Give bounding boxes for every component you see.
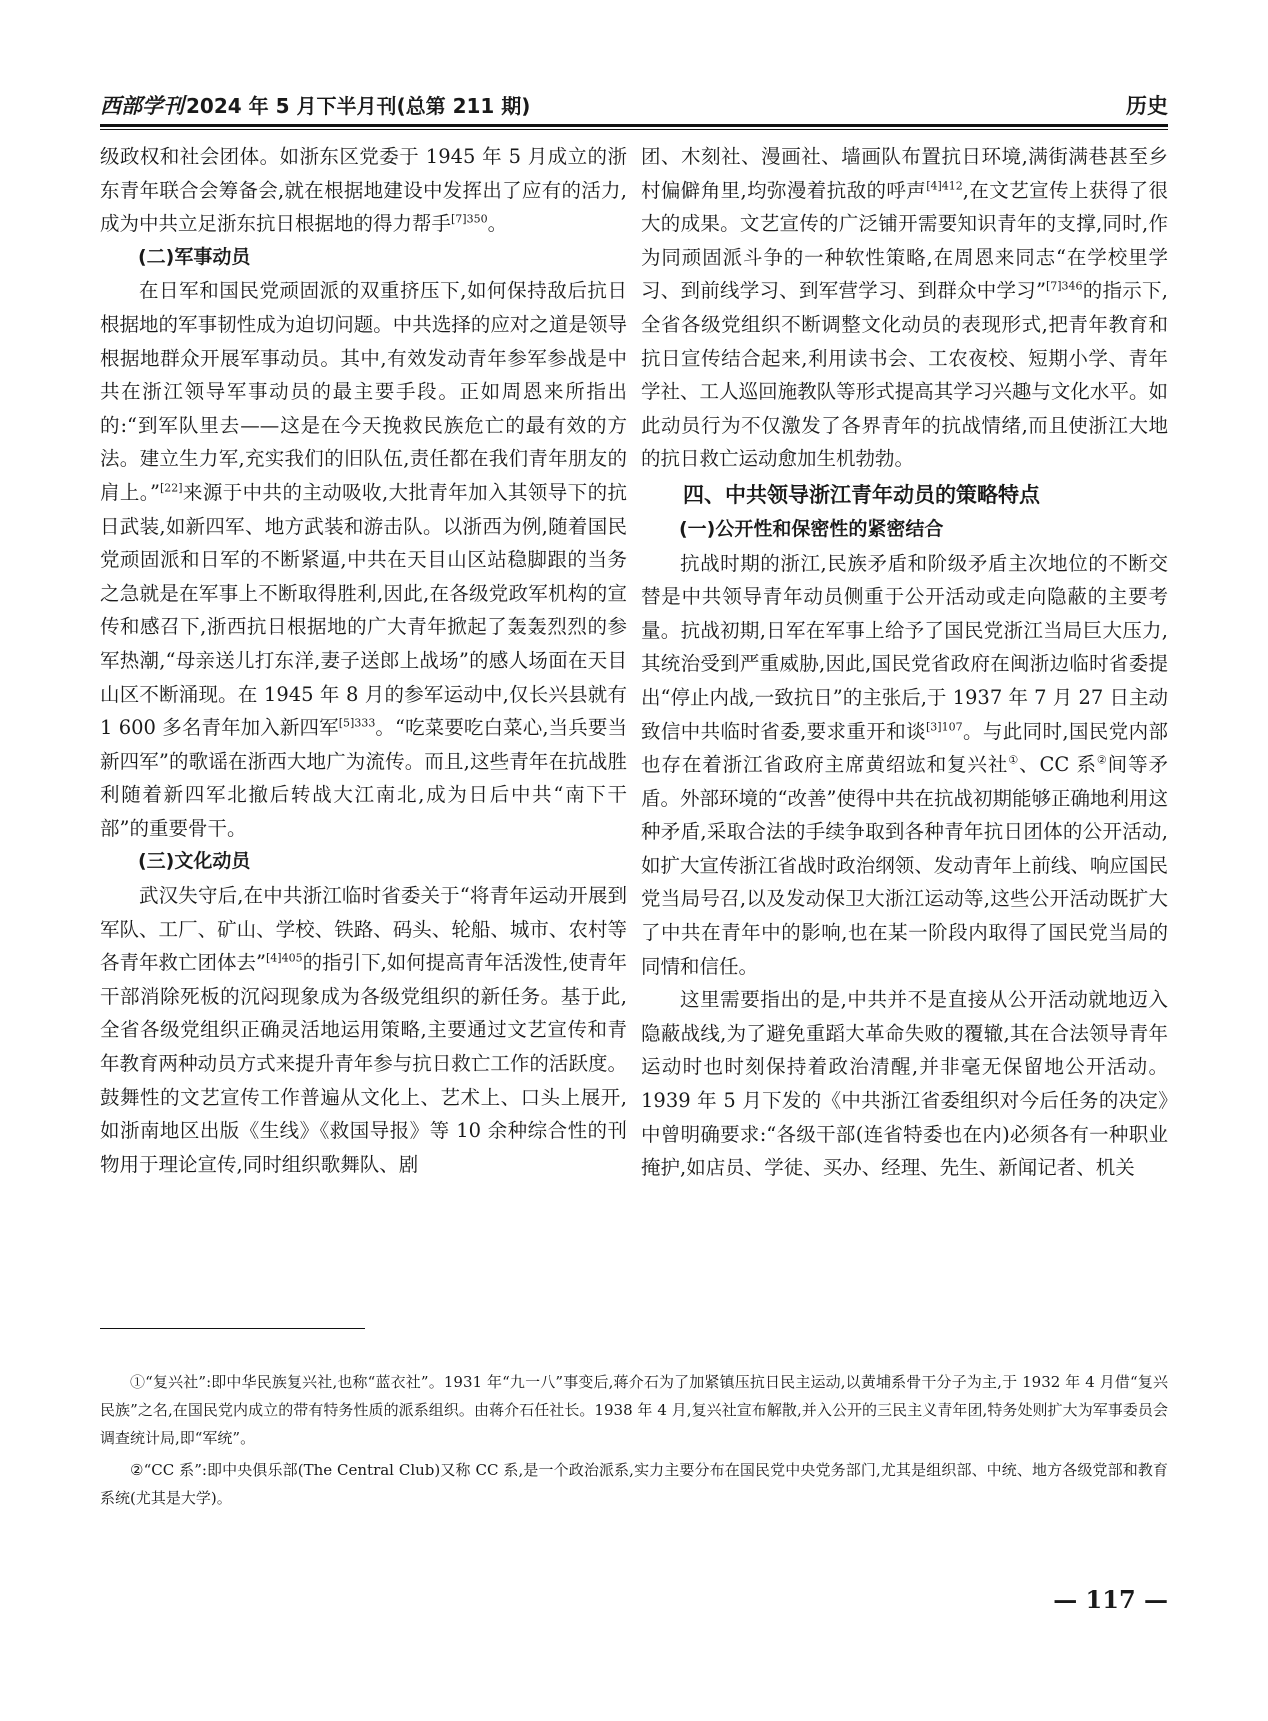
paragraph-text: 武汉失守后,在中共浙江临时省委关于“将青年运动开展到军队、工厂、矿山、学校、铁路、码头、轮船、城市、农村等各青年救亡团体去” — [100, 884, 627, 975]
paragraph — [100, 274, 627, 845]
footnote-rule — [100, 1328, 365, 1329]
subheading-culture: (三)文化动员 — [138, 850, 251, 873]
paragraph-text: 。 — [487, 212, 508, 236]
paragraph-text: 。与此同时,国民党内部也存在着浙江省政府主席黄绍竑和复兴社 — [641, 719, 1168, 777]
paragraph-text: 的指示下,全省各级党组织不断调整文化动员的表现形式,把青年教育和抗日宣传结合起来,利用读书会、工农夜校、短期小学、青年学社、工人巡回施教队等形式提高其学习兴趣与文化水平。如此动员行为不仅激发了各界青年的抗战情绪,而且使浙江大地的抗日救亡运动愈加生机勃勃。 — [641, 279, 1168, 471]
paragraph: 这里需要指出的是,中共并不是直接从公开活动就地迈入隐蔽战线,为了避免重蹈大革命失败的覆辙,其在合法领导青年运动时也时刻保持着政治清醒,并非毫无保留地公开活动。1939 年 5 月下发的《中共浙江省委组织对今后任务的决定》中曾明确要求:“各级干部(连省特委也在内)必须各有一种职业掩护,如店员、学徒、买办、经理、先生、新闻记者、机关 — [641, 988, 1168, 1180]
citation: [4]412 — [926, 179, 963, 193]
running-header — [100, 88, 1168, 120]
citation: [7]346 — [1045, 279, 1083, 293]
paragraph-text: 级政权和社会团体。如浙东区党委于 1945 年 5 月成立的浙东青年联合会筹备会,就在根据地建设中发挥出了应有的活力,成为中共立足浙东抗日根据地的得力帮手 — [100, 145, 627, 236]
footnote-ref[interactable]: ② — [1096, 753, 1108, 767]
paragraph-text: 团、木刻社、漫画社、墙画队布置抗日环境,满街满巷甚至乡村偏僻角里,均弥漫着抗敌的呼声 — [641, 145, 1168, 202]
subheading-military: (二)军事动员 — [138, 245, 251, 268]
page-number: — 117 — — [1053, 1585, 1168, 1614]
paragraph-text: 在日军和国民党顽固派的双重挤压下,如何保持敌后抗日根据地的军事韧性成为迫切问题。中共选择的应对之道是领导根据地群众开展军事动员。其中,有效发动青年参军参战是中共在浙江领导军事动员的最主要手段。正如周恩来所指出的:“到军队里去——这是在今天挽救民族危亡的最有效的方法。建立生力军,充实我们的旧队伍,责任都在我们青年朋友的肩上。” — [100, 279, 627, 504]
paragraph — [641, 140, 1168, 476]
paragraph-text: ,在文艺宣传上获得了很大的成果。文艺宣传的广泛铺开需要知识青年的支撑,同时,作为同顽固派斗争的一种软性策略,在周恩来同志“在学校里学习、到前线学习、到军营学习、到群众中学习” — [641, 178, 1169, 303]
paragraph-text: 抗战时期的浙江,民族矛盾和阶级矛盾主次地位的不断交替是中共领导青年动员侧重于公开活动或走向隐蔽的主要考量。抗战初期,日军在军事上给予了国民党浙江当局巨大压力,其统治受到严重威胁,因此,国民党省政府在闽浙边临时省委提出“停止内战,一致抗日”的主张后,于 1937 年 7 月 27 日主动致信中共临时省委,要求重开和谈 — [641, 551, 1168, 743]
paragraph-text: 来源于中共的主动吸收,大批青年加入其领导下的抗日武装,如新四军、地方武装和游击队。以浙西为例,随着国民党顽固派和日军的不断紧逼,中共在天目山区站稳脚跟的当务之急就是在军事上不断取得胜利,因此,在各级党政军机构的宣传和感召下,浙西抗日根据地的广大青年掀起了轰轰烈烈的参军热潮,“母亲送儿打东洋,妻子送郎上战场”的感人场面在天目山区不断涌现。在 1945 年 8 月的参军运动中,仅长兴县就有 1 600 多名青年加入新四军 — [100, 480, 627, 740]
right-column — [641, 140, 1168, 1185]
left-column — [100, 140, 627, 1181]
footnote-2: ②“CC 系”:即中央俱乐部(The Central Club)又称 CC 系,是一个政治派系,实力主要分布在国民党中央党务部门,尤其是组织部、中统、地方各级党部和教育系统(尤其是大学)。 — [100, 1461, 1168, 1507]
footnote-1: ①“复兴社”:即中华民族复兴社,也称“蓝衣社”。1931 年“九一八”事变后,蒋介石为了加紧镇压抗日民主运动,以黄埔系骨干分子为主,于 1932 年 4 月借“复兴民族”之名,在国民党内成立的带有特务性质的派系组织。由蒋介石任社长。1938 年 4 月,复兴社宣布解散,并入公开的三民主义青年团,特务处则扩大为军事委员会调查统计局,即“军统”。 — [100, 1373, 1168, 1447]
paragraph-text: 间等矛盾。外部环境的“改善”使得中共在抗战初期能够正确地利用这种矛盾,采取合法的手续争取到各种青年抗日团体的公开活动,如扩大宣传浙江省战时政治纲领、发动青年上前线、响应国民党当局号召,以及发动保卫大浙江运动等,这些公开活动既扩大了中共在青年中的影响,也在某一阶段内取得了国民党当局的同情和信任。 — [641, 753, 1168, 978]
paragraph-text: 。“吃菜要吃白菜心,当兵要当新四军”的歌谣在浙西大地广为流传。而且,这些青年在抗战胜利随着新四军北撤后转战大江南北,成为日后中共“南下干部”的重要骨干。 — [100, 716, 628, 840]
footnotes — [100, 1368, 1168, 1516]
section-heading-4: 四、中共领导浙江青年动员的策略特点 — [683, 482, 1040, 507]
citation: [5]333 — [338, 716, 376, 730]
citation: [7]350 — [451, 212, 488, 226]
citation: [4]405 — [265, 951, 303, 965]
paragraph — [100, 879, 627, 1181]
subheading-open-secret: (一)公开性和保密性的紧密结合 — [679, 517, 944, 540]
issue-label: 2024 年 5 月下半月刊(总第 211 期) — [186, 94, 531, 118]
header-issue-line — [100, 90, 530, 120]
header-rule — [100, 124, 1168, 130]
paragraph-text: 的指引下,如何提高青年活泼性,使青年干部消除死板的沉闷现象成为各级党组织的新任务。基于此,全省各级党组织正确灵活地运用策略,主要通过文艺宣传和青年教育两种动员方式来提升青年参与抗日救亡工作的活跃度。鼓舞性的文艺宣传工作普遍从文化上、艺术上、口头上展开,如浙南地区出版《生线》《救国导报》等 10 余种综合性的刊物用于理论宣传,同时组织歌舞队、剧 — [100, 951, 627, 1176]
journal-logo: 西部学刊 — [100, 93, 184, 118]
citation: [22] — [159, 481, 183, 495]
paragraph — [100, 140, 627, 241]
paragraph-text: 、CC 系 — [1019, 753, 1097, 777]
section-label: 历史 — [1126, 94, 1168, 118]
citation: [3]107 — [925, 720, 963, 733]
footnote-ref[interactable]: ① — [1008, 753, 1020, 767]
paragraph — [641, 547, 1168, 984]
